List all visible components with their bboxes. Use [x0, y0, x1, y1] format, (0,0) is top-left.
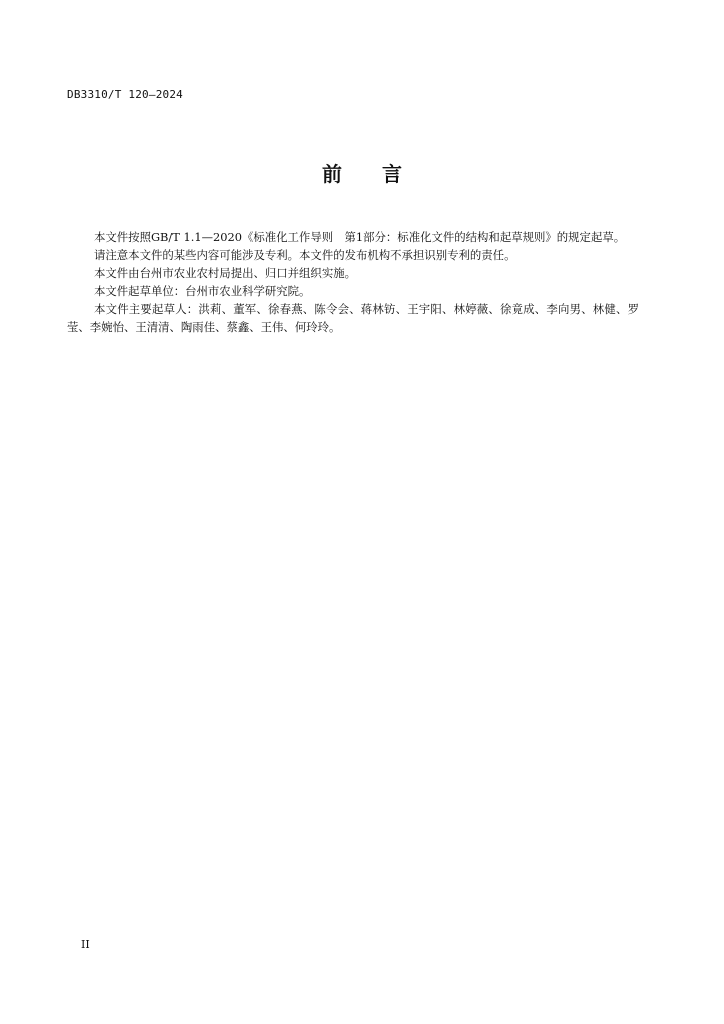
page-title	[0, 160, 724, 188]
paragraph-patent-notice: 请注意本文件的某些内容可能涉及专利。本文件的发布机构不承担识别专利的责任。	[94, 248, 516, 262]
paragraph-drafting-organization: 本文件起草单位：台州市农业科学研究院。	[94, 284, 311, 298]
standard-code-header: DB3310/T 120—2024	[67, 88, 183, 101]
paragraph-drafting-basis: 本文件按照GB/T 1.1—2020《标准化工作导则 第1部分：标准化文件的结构和起草规则》的规定起草。	[94, 230, 626, 244]
page-number: II	[81, 938, 90, 951]
foreword-body	[67, 228, 639, 336]
paragraph-proposing-authority: 本文件由台州市农业农村局提出、归口并组织实施。	[94, 266, 356, 280]
paragraph-main-drafters: 本文件主要起草人：洪莉、董军、徐春燕、陈令会、蒋林钫、王宇阳、林婷薇、徐竟成、李向男、林健、罗莹、李婉怡、王清清、陶雨佳、蔡鑫、王伟、何玲玲。	[67, 302, 639, 334]
title-char-1: 前	[322, 162, 342, 186]
title-char-2: 言	[382, 162, 402, 186]
